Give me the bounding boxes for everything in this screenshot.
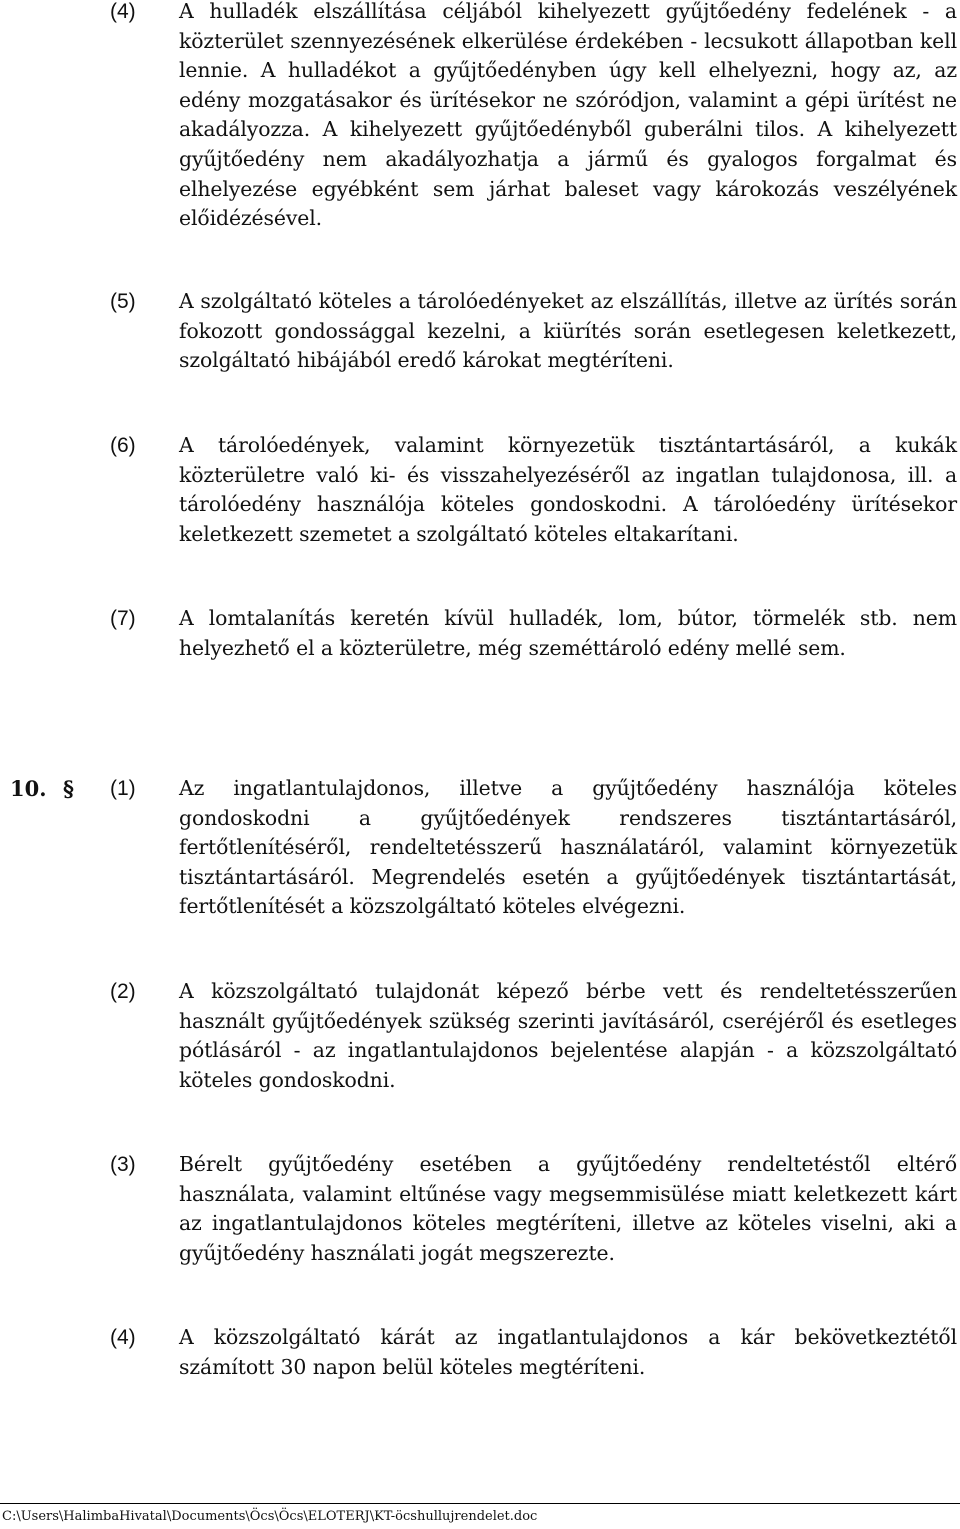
paragraph-text: A közszolgáltató tulajdonát képező bérbe vett és rendeltetésszerűen használt gyűjtőedények szükség szerinti javításáról, cseréjéről és esetleges pótlásáról - az ingatlantulajdonos bejelentése alapján - a közszolgáltató köteles gondoskodni. [179,979,957,1092]
paragraph-text: Az ingatlantulajdonos, illetve a gyűjtőedény használója köteles gondoskodni a gyűjtőedények rendszeres tisztántartásáról, fertőtlenítéséről, rendeltetésszerű használatáról, valamint környezetük tisztántartásáról. Megrendelés esetén a gyűjtőedények tisztántartását, fertőtlenítését a közszolgáltató köteles elvégezni. [179,776,957,919]
paragraph-text: Bérelt gyűjtőedény esetében a gyűjtőedény rendeltetéstől eltérő használata, valamint eltűnése vagy megsemmisülése miatt keletkezett kárt az ingatlantulajdonos köteles megtéríteni, illetve az köteles viselni, aki a gyűjtőedény használati jogát megszerezte. [179,1152,957,1265]
paragraph-text: A közszolgáltató kárát az ingatlantulajdonos a kár bekövetkeztétől számított 30 napon belül köteles megtéríteni. [179,1325,957,1379]
paragraph-number: (5) [110,290,136,313]
paragraph-number: (4) [110,1326,136,1349]
paragraph-text: A lomtalanítás keretén kívül hulladék, lom, bútor, törmelék stb. nem helyezhető el a közterületre, még szeméttároló edény mellé sem. [179,606,957,660]
paragraph-number: (3) [110,1153,136,1176]
paragraph-number: (1) [110,777,136,800]
paragraph-number: (7) [110,607,136,630]
footer-file-path: C:\Users\HalimbaHivatal\Documents\Öcs\Öcs\ELOTERJ\KT-öcshullujrendelet.doc [2,1509,538,1524]
paragraph-number: (4) [110,0,136,23]
footer-divider [0,1503,960,1504]
paragraph-text: A hulladék elszállítása céljából kihelyezett gyűjtőedény fedelének - a közterület szennyezésének elkerülése érdekében - lecsukott állapotban kell lennie. A hulladékot a gyűjtőedényben úgy kell elhelyezni, hogy az, az edény mozgatásakor és ürítésekor ne szóródjon, valamint a gépi ürítést ne akadályozza. A kihelyezett gyűjtőedényből guberálni tilos. A kihelyezett gyűjtőedény nem akadályozhatja a jármű és gyalogos forgalmat és elhelyezése egyébként sem járhat baleset vagy károkozás veszélyének előidézésével. [179,0,957,231]
paragraph-text: A tárolóedények, valamint környezetük tisztántartásáról, a kukák közterületre való ki- és visszahelyezéséről az ingatlan tulajdonosa, ill. a tárolóedény használója köteles gondoskodni. A tárolóedény ürítésekor keletkezett szemetet a szolgáltató köteles eltakarítani. [179,433,957,546]
paragraph-number: (2) [110,980,136,1003]
paragraph-number: (6) [110,434,136,457]
section-number: 10. [10,776,47,801]
section-sign: § [63,776,74,801]
paragraph-text: A szolgáltató köteles a tárolóedényeket az elszállítás, illetve az ürítés során fokozott gondossággal kezelni, a kiürítés során esetlegesen keletkezett, szolgáltató hibájából eredő károkat megtéríteni. [179,289,957,373]
